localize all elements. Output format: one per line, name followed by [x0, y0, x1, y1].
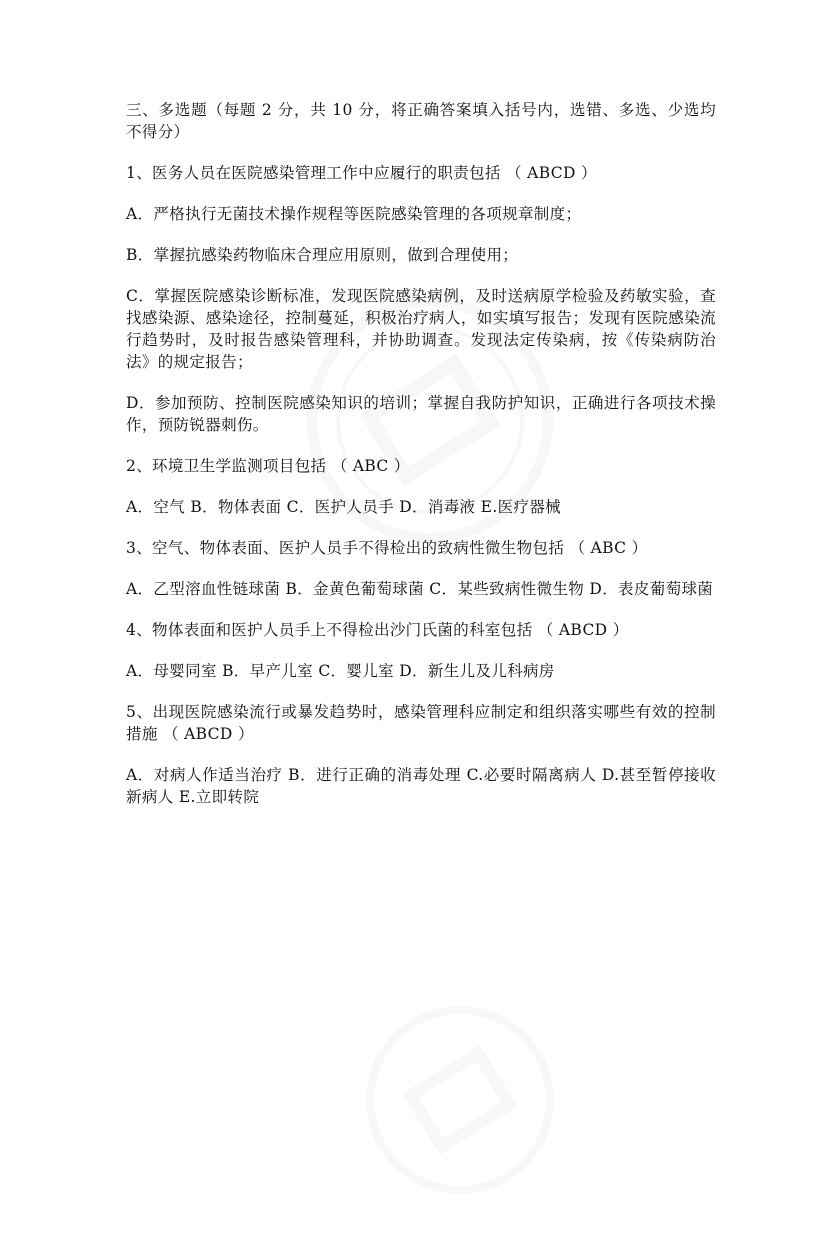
watermark-seal-icon-secondary	[322, 962, 598, 1238]
question-2-stem: 2、环境卫生学监测项目包括 （ ABC ）	[126, 457, 410, 475]
question-3-stem: 3、空气、物体表面、医护人员手不得检出的致病性微生物包括 （ ABC ）	[126, 539, 648, 557]
question-4-stem: 4、物体表面和医护人员手上不得检出沙门氏菌的科室包括 （ ABCD ）	[126, 621, 629, 639]
question-2-options: A．空气 B．物体表面 C．医护人员手 D．消毒液 E.医疗器械	[126, 498, 562, 516]
question-1-option-a: A．严格执行无菌技术操作规程等医院感染管理的各项规章制度；	[126, 205, 582, 223]
question-list	[126, 99, 716, 827]
question-1-option-b: B．掌握抗感染药物临床合理应用原则，做到合理使用；	[126, 246, 519, 264]
section-heading: 三、多选题（每题 2 分，共 10 分，将正确答案填入括号内，选错、多选、少选均不得分）	[126, 101, 716, 141]
question-1-option-c: C．掌握医院感染诊断标准，发现医院感染病例，及时送病原学检验及药敏实验，查找感染源、感染途径，控制蔓延，积极治疗病人，如实填写报告；发现有医院感染流行趋势时，及时报告感染管理科，并协助调查。发现法定传染病，按《传染病防治法》的规定报告；	[126, 287, 716, 371]
question-5-stem: 5、出现医院感染流行或暴发趋势时，感染管理科应制定和组织落实哪些有效的控制措施 （ ABCD ）	[126, 703, 716, 743]
question-5-options: A．对病人作适当治疗 B．进行正确的消毒处理 C.必要时隔离病人 D.甚至暂停接收新病人 E.立即转院	[126, 766, 716, 806]
question-3-options: A．乙型溶血性链球菌 B．金黄色葡萄球菌 C．某些致病性微生物 D．表皮葡萄球菌	[126, 580, 714, 598]
question-1-stem: 1、医务人员在医院感染管理工作中应履行的职责包括 （ ABCD ）	[126, 164, 597, 182]
question-4-options: A．母婴同室 B．早产儿室 C．婴儿室 D．新生儿及儿科病房	[126, 662, 555, 680]
question-1-option-d: D．参加预防、控制医院感染知识的培训；掌握自我防护知识，正确进行各项技术操作，预防锐器刺伤。	[126, 394, 716, 434]
